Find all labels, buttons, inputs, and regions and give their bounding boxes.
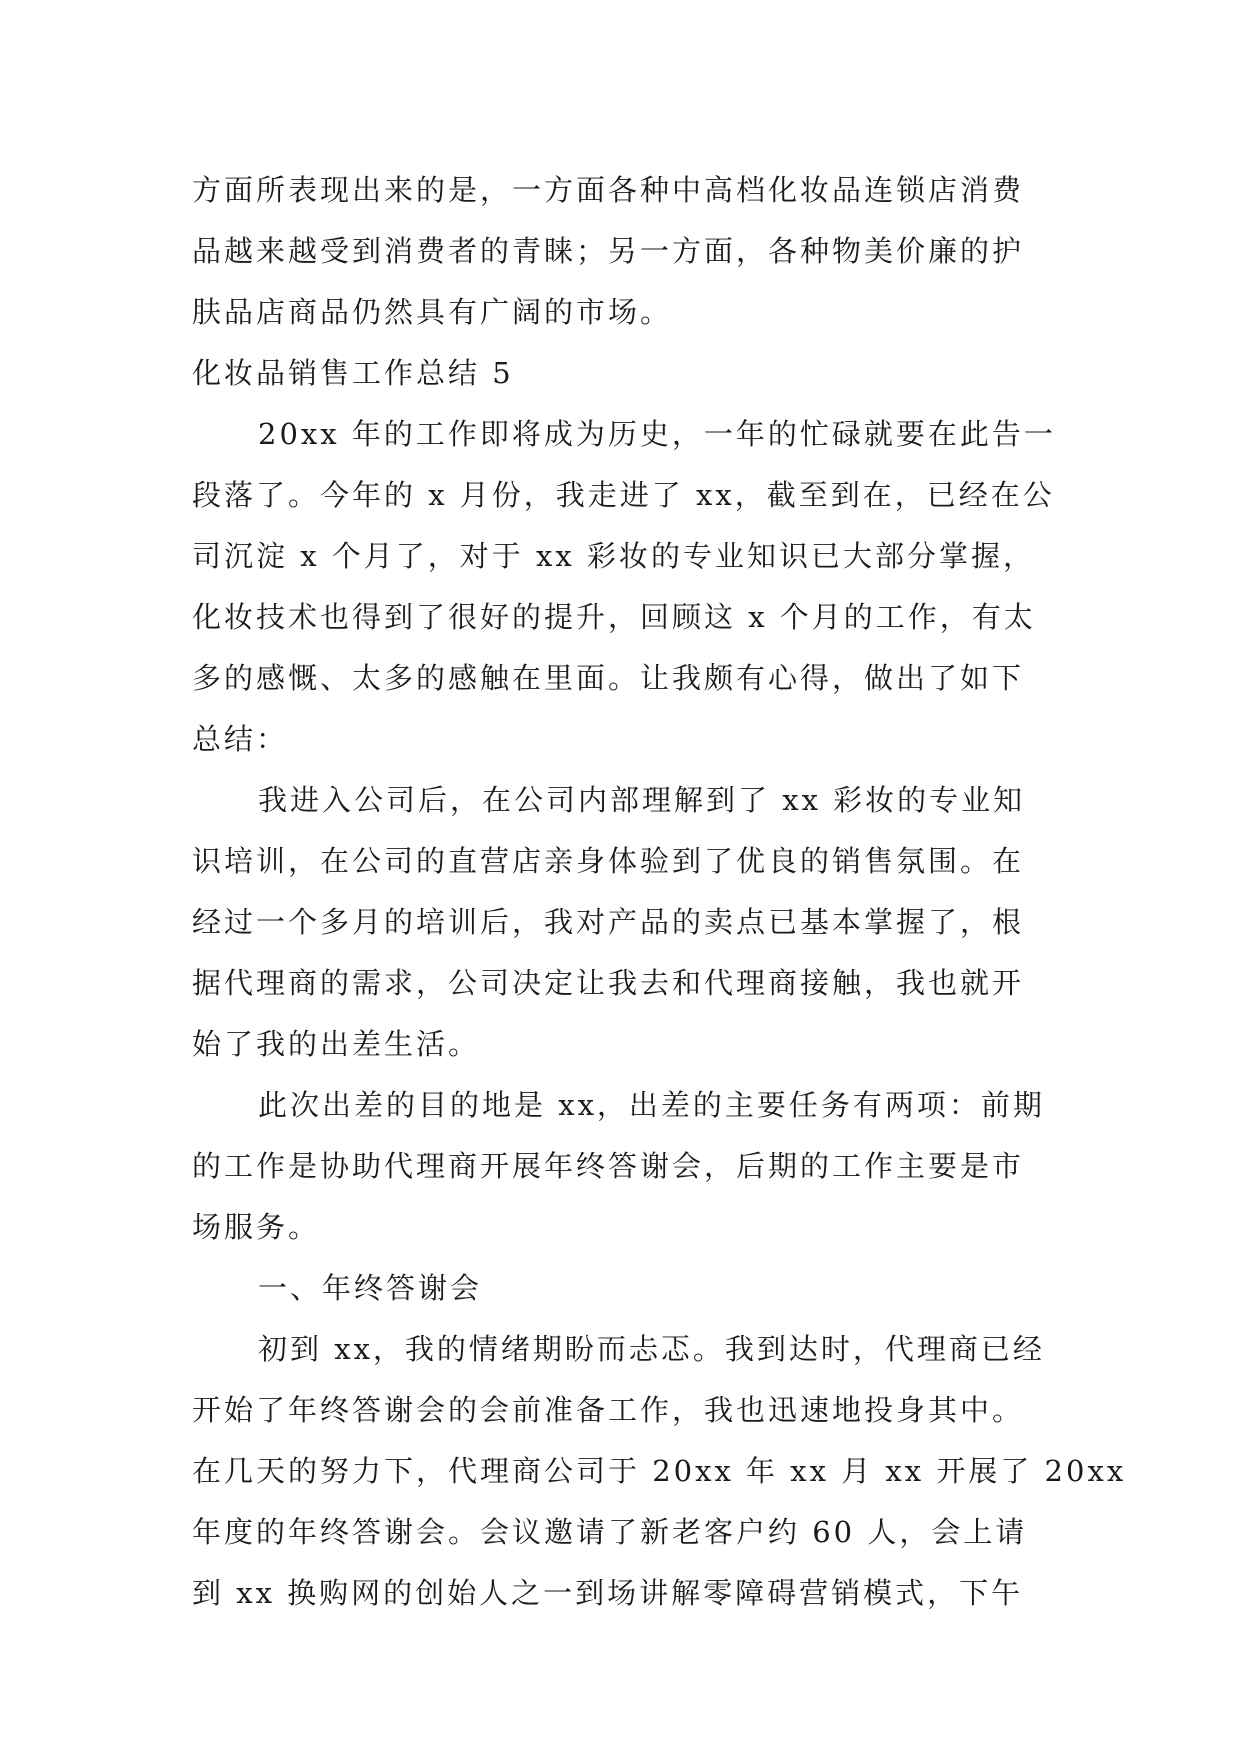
- text-line: 据代理商的需求，公司决定让我去和代理商接触，我也就开: [192, 966, 1025, 1000]
- text-line: 的工作是协助代理商开展年终答谢会，后期的工作主要是市: [192, 1149, 1025, 1183]
- text-line: 肤品店商品仍然具有广阔的市场。: [192, 295, 673, 329]
- text-line: 识培训，在公司的直营店亲身体验到了优良的销售氛围。在: [192, 844, 1025, 878]
- text-line: 化妆技术也得到了很好的提升，回顾这 x 个月的工作，有太: [192, 600, 1036, 634]
- text-line: 初到 xx，我的情绪期盼而忐忑。我到达时，代理商已经: [258, 1332, 1045, 1366]
- text-line: 到 xx 换购网的创始人之一到场讲解零障碍营销模式，下午: [192, 1576, 1024, 1610]
- text-line: 化妆品销售工作总结 5: [192, 356, 514, 390]
- text-line: 此次出差的目的地是 xx，出差的主要任务有两项：前期: [258, 1088, 1045, 1122]
- text-line: 段落了。今年的 x 月份，我走进了 xx，截至到在，已经在公: [192, 478, 1055, 512]
- text-line: 我进入公司后，在公司内部理解到了 xx 彩妆的专业知: [258, 783, 1026, 817]
- text-line: 场服务。: [192, 1210, 321, 1244]
- text-line: 总结：: [192, 722, 289, 756]
- text-line: 方面所表现出来的是，一方面各种中高档化妆品连锁店消费: [192, 173, 1025, 207]
- text-line: 司沉淀 x 个月了，对于 xx 彩妆的专业知识已大部分掌握，: [192, 539, 1035, 573]
- text-line: 一、年终答谢会: [258, 1271, 483, 1305]
- text-line: 经过一个多月的培训后，我对产品的卖点已基本掌握了，根: [192, 905, 1025, 939]
- text-line: 开始了年终答谢会的会前准备工作，我也迅速地投身其中。: [192, 1393, 1025, 1427]
- text-line: 20xx 年的工作即将成为历史，一年的忙碌就要在此告一: [258, 417, 1056, 451]
- document-body: [192, 160, 1127, 1624]
- text-line: 年度的年终答谢会。会议邀请了新老客户约 60 人，会上请: [192, 1515, 1028, 1549]
- text-line: 品越来越受到消费者的青睐；另一方面，各种物美价廉的护: [192, 234, 1025, 268]
- text-line: 在几天的努力下，代理商公司于 20xx 年 xx 月 xx 开展了 20xx: [192, 1454, 1127, 1488]
- text-line: 多的感慨、太多的感触在里面。让我颇有心得，做出了如下: [192, 661, 1025, 695]
- text-line: 始了我的出差生活。: [192, 1027, 481, 1061]
